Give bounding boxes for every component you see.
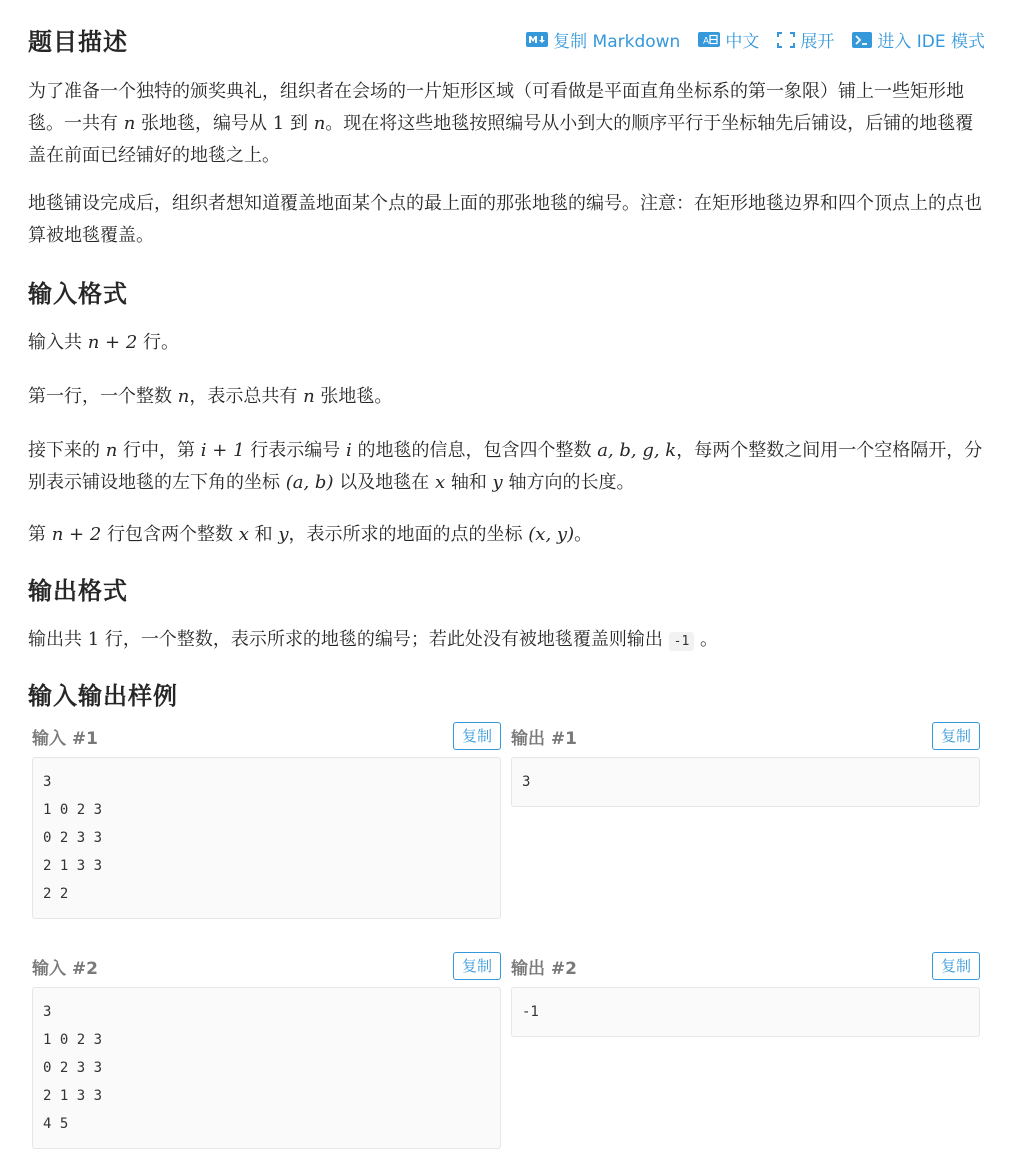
copy-markdown-button[interactable]: [526, 27, 680, 52]
sample-output-title: 输出 #2: [511, 958, 577, 979]
copy-input-2-button[interactable]: 复制: [453, 952, 501, 980]
sample-input-2: [32, 951, 501, 1149]
description-paragraph-2: 地毯铺设完成后，组织者想知道覆盖地面某个点的最上面的那张地毯的编号。注意：在矩形地毯边界和四个顶点上的点也算被地毯覆盖。: [28, 193, 982, 246]
samples-title: 输入输出样例: [28, 682, 178, 710]
sample-input-1: [32, 721, 501, 919]
description-header: [28, 0, 985, 57]
sample-output-2: [511, 951, 980, 1149]
sample-output-title: 输出 #1: [511, 728, 577, 749]
toolbar: [526, 27, 985, 52]
sample-group-2: [28, 951, 980, 1149]
language-label: 中文: [725, 32, 760, 52]
expand-icon: [777, 32, 795, 48]
sample-input-title: 输入 #2: [32, 958, 98, 979]
sample-group-1: [28, 721, 980, 919]
expand-label: 展开: [800, 32, 835, 52]
input-format-title: 输入格式: [28, 280, 128, 308]
copy-output-1-button[interactable]: 复制: [932, 722, 980, 750]
sample-output-box: 3: [511, 757, 980, 807]
terminal-icon: [852, 32, 872, 48]
sample-output-box: -1: [511, 987, 980, 1037]
output-format-title: 输出格式: [28, 577, 128, 605]
input-format-paragraph-1: 输入共 n + 2 行。: [28, 332, 180, 353]
copy-output-2-button[interactable]: 复制: [932, 952, 980, 980]
ide-mode-label: 进入 IDE 模式: [877, 32, 985, 52]
translate-icon: [698, 32, 720, 47]
sample-output-1: [511, 721, 980, 919]
output-format-paragraph-1: 输出共 1 行，一个整数，表示所求的地毯的编号；若此处没有被地毯覆盖则输出 -1 。: [28, 629, 719, 650]
inline-code: -1: [669, 632, 695, 651]
markdown-icon: [526, 32, 548, 47]
description-paragraph-1: 为了准备一个独特的颁奖典礼，组织者在会场的一片矩形区域（可看做是平面直角坐标系的第一象限）铺上一些矩形地毯。一共有 n 张地毯，编号从 1 到 n。现在将这些地毯按照编号从小到大的顺序平行于坐标轴先后铺设，后铺的地毯覆盖在前面已经铺好的地毯之上。: [28, 81, 974, 166]
copy-input-1-button[interactable]: 复制: [453, 722, 501, 750]
sample-input-box: 3 1 0 2 3 0 2 3 3 2 1 3 3 2 2: [32, 757, 501, 919]
sample-input-box: 3 1 0 2 3 0 2 3 3 2 1 3 3 4 5: [32, 987, 501, 1149]
svg-text:A: A: [703, 36, 710, 47]
input-format-paragraph-4: 第 n + 2 行包含两个整数 x 和 y，表示所求的地面的点的坐标 (x, y)。: [28, 524, 593, 545]
page-title: 题目描述: [28, 28, 128, 56]
language-button[interactable]: [698, 27, 759, 52]
ide-mode-button[interactable]: [852, 27, 985, 52]
input-format-paragraph-3: 接下来的 n 行中，第 i + 1 行表示编号 i 的地毯的信息，包含四个整数 a, b, g, k，每两个整数之间用一个空格隔开，分别表示铺设地毯的左下角的坐标 (a, b) 以及地毯在 x 轴和 y 轴方向的长度。: [28, 440, 983, 493]
expand-button[interactable]: [777, 27, 834, 52]
copy-markdown-label: 复制 Markdown: [553, 32, 681, 52]
input-format-paragraph-2: 第一行，一个整数 n，表示总共有 n 张地毯。: [28, 386, 393, 407]
sample-input-title: 输入 #1: [32, 728, 98, 749]
